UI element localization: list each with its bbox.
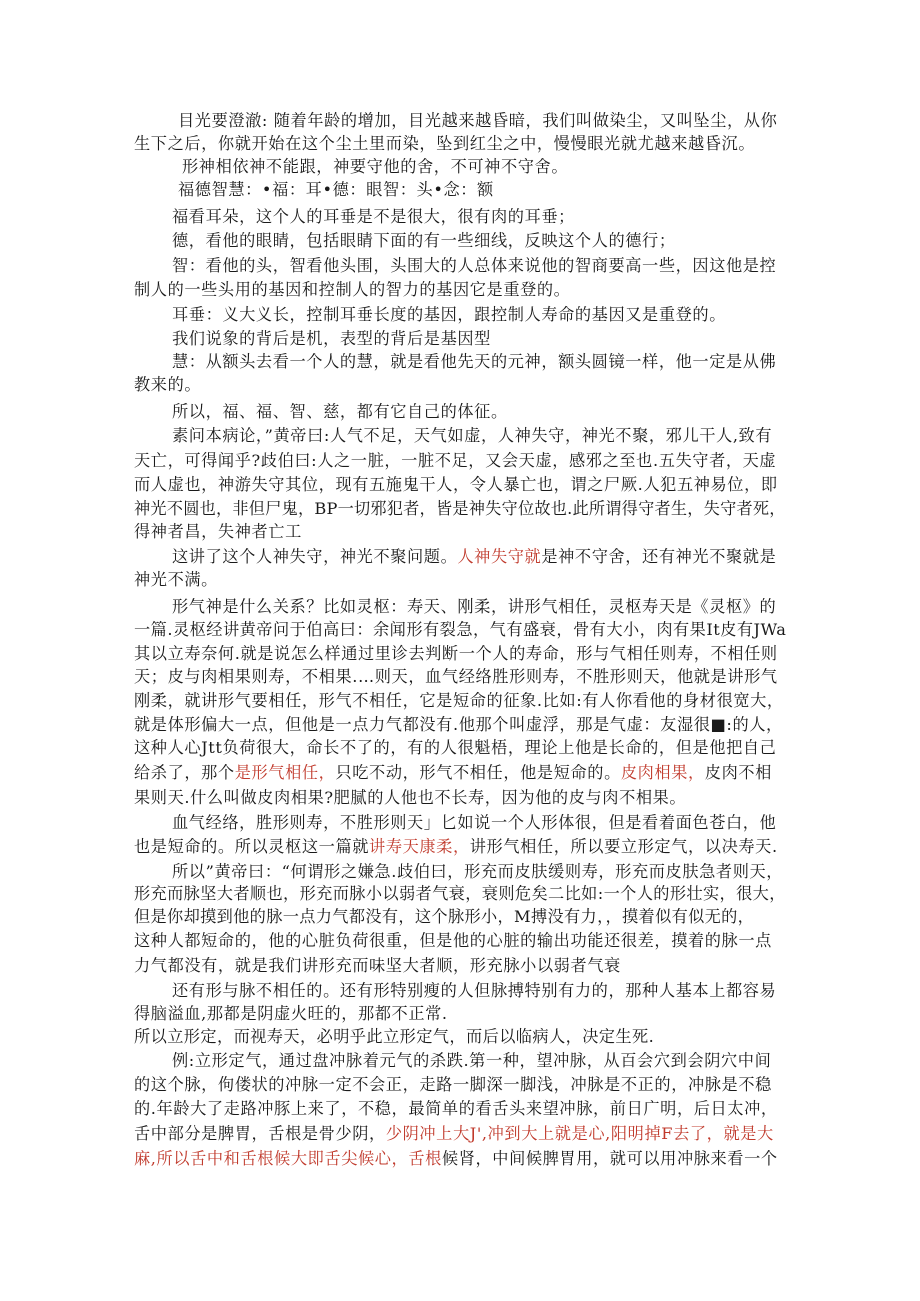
text-line [172, 304, 732, 326]
text-line [172, 206, 592, 228]
text-run: 还有形与脉不相任的。还有形特别瘦的人但脉搏特别有力的，那种人基本上都容易 [172, 981, 777, 1000]
text-run: 生下之后，你就开始在这个尘土里而染，坠到红尘之中，慢慢眼光就尤越来越昏沉。 [134, 134, 756, 153]
text-run: 例:立形定气，通过盘冲脉着元气的杀跌.第一种，望冲脉，从百会穴到会阴穴中间 [172, 1051, 772, 1070]
text-line [134, 279, 654, 301]
text-run: 形气神是什么关系？比如灵枢：寿天、刚柔，讲形气相任，灵枢寿天是《灵枢》的 [172, 597, 777, 616]
text-line [134, 906, 754, 928]
text-line [172, 861, 786, 883]
highlighted-text: 人神失守就 [457, 547, 542, 566]
text-run: 福德智慧：•福：耳•德：眼智：头•念：额 [178, 180, 494, 199]
text-line [172, 425, 786, 447]
text-run: 素问本病论，”黄帝曰:人气不足，天气如虚，人神失守，神光不聚，邪儿干人,致有 [172, 426, 773, 445]
text-line [134, 133, 786, 155]
text-run: 候肾，中间候脾胃用，就可以用冲脉来看一个 [441, 1149, 778, 1168]
text-run: 就是体形偏大一点，但他是一点力气都没有.他那个叫虚浮，那是气虚：友湿很■:的人， [134, 715, 783, 734]
text-run: 目光要澄澈: 随着年龄的增加，目光越来越昏暗，我们叫做染尘，又叫坠尘，从你 [178, 111, 778, 130]
text-run: 神光不满。 [134, 570, 218, 589]
text-line [172, 596, 786, 618]
text-run: 智：看他的头，智看他头围，头围大的人总体来说他的智商要高一些，因这他是控 [172, 256, 777, 275]
text-line [134, 643, 786, 665]
text-run: 但是你却摸到他的脉一点力气都没有，这个脉形小，M搏没有力，，摸着似有似无的， [134, 907, 755, 926]
text-run: 而人虚也，神游失守其位，现有五施鬼干人，令人暴亡也，谓之尸厥.人犯五神易位，即 [134, 475, 778, 494]
text-run: 我们说象的背后是机，表型的背后是基因型 [172, 329, 491, 348]
text-run: 血气经络，胜形则寿，不胜形则天」匕如说一个人形体很，但是看着面色苍白，他 [172, 813, 777, 832]
text-run: 的这个脉，佝偻状的冲脉一定不会正，走路一脚深一脚浅，冲脉是不正的，冲脉是不稳 [134, 1075, 772, 1094]
text-run: 制人的一些头用的基因和控制人的智力的基因它是重登的。 [134, 280, 571, 299]
text-line [134, 1123, 786, 1145]
text-run: 刚柔，就讲形气要相任，形气不相任，它是短命的征象.比如:有人你看他的身材很宽大， [134, 691, 784, 710]
text-line [134, 930, 786, 952]
text-line [172, 812, 786, 834]
text-run: 其以立寿奈何.就是说怎么样通过里诊去判断一个人的寿命，形与气相任则寿，不相任则 [134, 644, 778, 663]
text-run: 得脑溢血,那都是阴虚火旺的，那都不正常. [134, 1004, 448, 1023]
text-line [134, 569, 244, 591]
text-run: 力气都没有，就是我们讲形充而味坚大者顺，形充脉小以弱者气衰 [134, 956, 621, 975]
highlighted-text: 麻,所以舌中和舌根候大即舌尖候心，舌根 [134, 1149, 442, 1168]
text-run: 所以，福、福、智、慈，都有它自己的体征。 [172, 402, 508, 421]
text-line [134, 1026, 654, 1048]
text-line [134, 666, 786, 688]
text-line [182, 156, 582, 178]
text-run: 皮肉不相 [704, 763, 772, 782]
text-line [172, 230, 682, 252]
text-line [172, 1050, 786, 1072]
highlighted-text: 皮肉相果， [620, 763, 705, 782]
text-run: 这种人心Jtt负荷很大，命长不了的，有的人很魁梧，理论上他是长命的，但是他把自己 [134, 738, 777, 757]
highlighted-text: 少阴冲上大J',冲到大上就是心,阳明掉F去了，就是大 [385, 1124, 774, 1143]
text-line [172, 351, 786, 373]
text-line [134, 450, 786, 472]
text-run: 天；皮与肉相果则寿，不相果.…则天，血气经络胜形则寿，不胜形则天，他就是讲形气 [134, 667, 778, 686]
text-run: 天亡，可得闻乎?歧伯曰:人之一脏，一脏不足，又会天虚，感邪之至也.五失守者，天虚 [134, 451, 777, 470]
text-run: 果则天.什么叫做皮肉相果?肥腻的人他也不长寿，因为他的皮与肉不相果。 [134, 788, 687, 807]
text-run: 神光不圆也，非但尸鬼，BP一切邪犯者，皆是神失守位故也.此所谓得守者生，失守者死， [134, 499, 786, 518]
text-run: 一篇.灵枢经讲黄帝问于伯高曰：余闻形有裂急，气有盛衰，骨有大小，肉有果It皮有JWa [134, 620, 787, 639]
text-line [178, 110, 786, 132]
text-line [134, 714, 786, 736]
text-line [134, 690, 786, 712]
text-line [178, 179, 528, 201]
text-line [134, 737, 786, 759]
text-line [172, 328, 532, 350]
text-line [172, 255, 786, 277]
text-run: 舌中部分是脾胃，舌根是骨少阴， [134, 1124, 386, 1143]
text-line [134, 374, 244, 396]
text-line [134, 762, 786, 784]
text-run: 讲形气相任，所以要立形定气，以决寿天. [469, 837, 778, 856]
text-run: 福看耳朵，这个人的耳垂是不是很大，很有肉的耳垂； [172, 207, 575, 226]
text-line [134, 955, 654, 977]
text-run: 德，看他的眼睛，包括眼睛下面的有一些细线，反映这个人的德行； [172, 231, 676, 250]
text-run: 形充而脉坚大者顺也，形充而脉小以弱者气衰，衰则危矣二比如:一个人的形壮实，很大， [134, 884, 786, 903]
text-run: 只吃不动，形气不相任，他是短命的。 [335, 763, 621, 782]
text-line [134, 1148, 786, 1170]
text-run: 所以”黄帝曰：“何谓形之嫌急.歧伯曰，形充而皮肤缓则寿，形充而皮肤急者则天， [172, 862, 784, 881]
text-line [134, 787, 694, 809]
text-run: 教来的。 [134, 375, 202, 394]
text-line [172, 980, 786, 1002]
text-line [134, 883, 786, 905]
text-line [134, 1003, 454, 1025]
text-run: 这讲了这个人神失守，神光不聚问题。 [172, 547, 458, 566]
text-line [172, 401, 532, 423]
text-line [134, 1074, 786, 1096]
text-run: 所以立形定，而视寿天，必明乎此立形定气，而后以临病人，决定生死. [134, 1027, 655, 1046]
highlighted-text: 讲寿天康柔， [369, 837, 470, 856]
text-line [134, 498, 786, 520]
text-run: 得神者昌，失神者亡工 [134, 522, 302, 541]
text-line [134, 836, 786, 858]
text-run: 也是短命的。所以灵枢这一篇就 [134, 837, 370, 856]
highlighted-text: 是形气相任， [234, 763, 336, 782]
text-line [172, 546, 786, 568]
text-run: 这种人都短命的，他的心脏负荷很重，但是他的心脏的输出功能还很差，摸着的脉一点 [134, 931, 772, 950]
text-run: 的.年龄大了走路冲豚上来了，不稳，最简单的看舌头来望冲脉，前日广明，后日太冲， [134, 1099, 778, 1118]
text-run: 形神相依神不能跟，神要守他的舍，不可神不守舍。 [182, 157, 569, 176]
text-line [134, 619, 786, 641]
text-line [134, 521, 454, 543]
text-run: 给杀了，那个 [134, 763, 235, 782]
text-line [134, 1098, 786, 1120]
text-run: 慧：从额头去看一个人的慧，就是看他先天的元神，额头圆镜一样，他一定是从佛 [172, 352, 777, 371]
text-run: 是神不守舍，还有神光不聚就是 [541, 547, 777, 566]
text-line [134, 474, 786, 496]
text-run: 耳垂：义大义长，控制耳垂长度的基因，跟控制人寿命的基因又是重登的。 [172, 305, 726, 324]
